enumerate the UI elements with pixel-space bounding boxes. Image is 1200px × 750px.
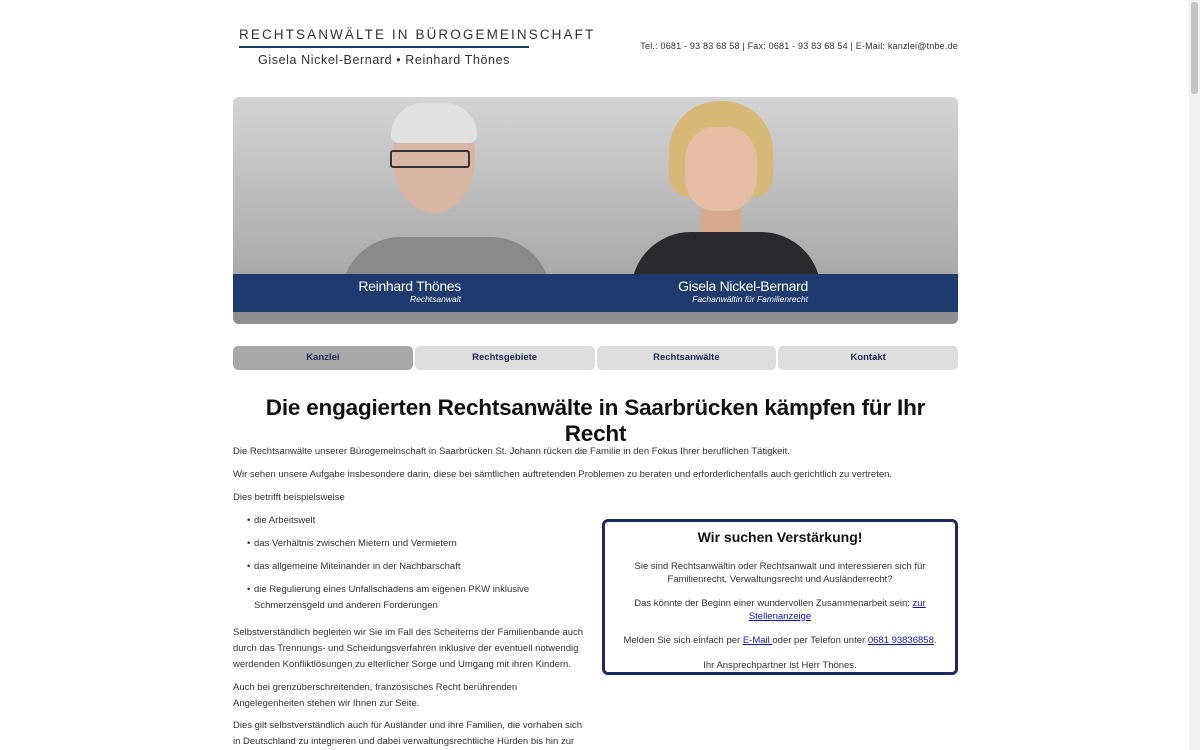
job-posting-link[interactable]: zur Stellenanzeige <box>748 598 926 622</box>
logo-title: RECHTSANWÄLTE IN BÜROGEMEINSCHAFT <box>239 27 596 42</box>
cta-text: Das könnte der Beginn einer wundervollen Zusammenarbeit sein: <box>634 598 913 609</box>
tab-kontakt[interactable]: Kontakt <box>778 346 958 370</box>
hero-bottom-strip <box>233 312 958 324</box>
caption-nickel-bernard <box>678 278 808 304</box>
divorce-paragraph: Selbstverständlich begleiten wir Sie im Fall des Scheiterns der Familienbande auch durch das Trennungs- und Scheidungsverfahren inklusive der eventuell notwendig werdenden Konfliktlösungen zu elterlicher Sorge und Umgang mit ihren Kindern. <box>233 627 584 670</box>
lawyer-photo-face-2 <box>685 127 757 211</box>
caption-title: Rechtsanwalt <box>409 294 461 304</box>
scrollbar-thumb[interactable] <box>1191 2 1198 94</box>
logo-rule <box>239 46 529 48</box>
site-logo[interactable] <box>239 27 596 67</box>
contact-text-middle: oder per Telefon unter <box>772 635 868 646</box>
glasses <box>390 150 470 168</box>
list-item: • das Verhältnis zwischen Mietern und Vermietern <box>247 536 587 552</box>
caption-thoenes <box>358 278 461 304</box>
job-offer-question: Sie sind Rechtsanwältin oder Rechtsanwalt und interessieren sich für Familienrecht, Verwaltungsrecht und Ausländerrecht? <box>634 561 926 585</box>
logo-subtitle: Gisela Nickel-Bernard • Reinhard Thönes <box>258 52 510 67</box>
contact-info: Tel.: 0681 - 93 83 68 58 | Fax: 0681 - 93 83 68 54 | E-Mail: kanzlei@tnbe.de <box>640 41 958 51</box>
main-nav <box>233 346 958 370</box>
tab-rechtsgebiete[interactable]: Rechtsgebiete <box>415 346 595 370</box>
contact-text: Melden Sie sich einfach per <box>623 635 743 646</box>
email-link[interactable]: E-Mail <box>742 635 773 646</box>
page-title: Die engagierten Rechtsanwälte in Saarbrücken kämpfen für Ihr Recht <box>265 395 926 446</box>
lawyer-photo-hair-1 <box>391 103 477 143</box>
intro-paragraph: Die Rechtsanwälte unserer Bürogemeinschaft in Saarbrücken St. Johann rücken die Familie in den Fokus Ihrer beruflichen Tätigkeit. <box>233 446 790 457</box>
caption-name: Reinhard Thönes <box>358 278 461 294</box>
task-paragraph: Wir sehen unsere Aufgabe insbesondere darin, diese bei sämtlichen auftretenden Problemen zu beraten und erforderlichenfalls auch gerichtlich zu vertreten. <box>233 469 893 480</box>
job-offer-box <box>602 519 958 675</box>
caption-title: Fachanwältin für Familienrecht <box>692 294 808 304</box>
contact-text-end: . <box>933 635 937 646</box>
page-container <box>233 0 958 750</box>
list-item: • die Arbeitswelt <box>247 513 587 529</box>
foreigners-paragraph: Dies gilt selbstverständlich auch für Ausländer und ihre Familien, die vorhaben sich in Deutschland zu integrieren und dabei verwaltungsrechtliche Hürden bis hin zur <box>233 720 583 747</box>
examples-intro: Dies betrifft beispielsweise <box>233 492 345 503</box>
hero-banner <box>233 97 958 324</box>
job-offer-cta <box>615 598 945 623</box>
tab-rechtsanwaelte[interactable]: Rechtsanwälte <box>597 346 777 370</box>
page-scrollbar[interactable] <box>1189 0 1200 750</box>
job-offer-contact <box>615 635 945 648</box>
caption-name: Gisela Nickel-Bernard <box>678 278 808 294</box>
crossborder-paragraph: Auch bei grenzüberschreitenden, französisches Recht berührenden Angelegenheiten stehen wir Ihnen zur Seite. <box>233 682 518 709</box>
hero-name-band <box>233 274 958 312</box>
examples-list <box>247 513 587 621</box>
list-item: • die Regulierung eines Unfallschadens am eigenen PKW inklusive Schmerzensgeld und anderen Forderungen <box>247 582 587 614</box>
job-offer-contact-person: Ihr Ansprechpartner ist Herr Thönes. <box>703 659 857 671</box>
list-item: • das allgemeine Miteinander in der Nachbarschaft <box>247 559 587 575</box>
tab-kanzlei[interactable]: Kanzlei <box>233 346 413 370</box>
phone-link[interactable]: 0681 93836858 <box>867 635 934 646</box>
job-offer-title: Wir suchen Verstärkung! <box>697 529 863 545</box>
